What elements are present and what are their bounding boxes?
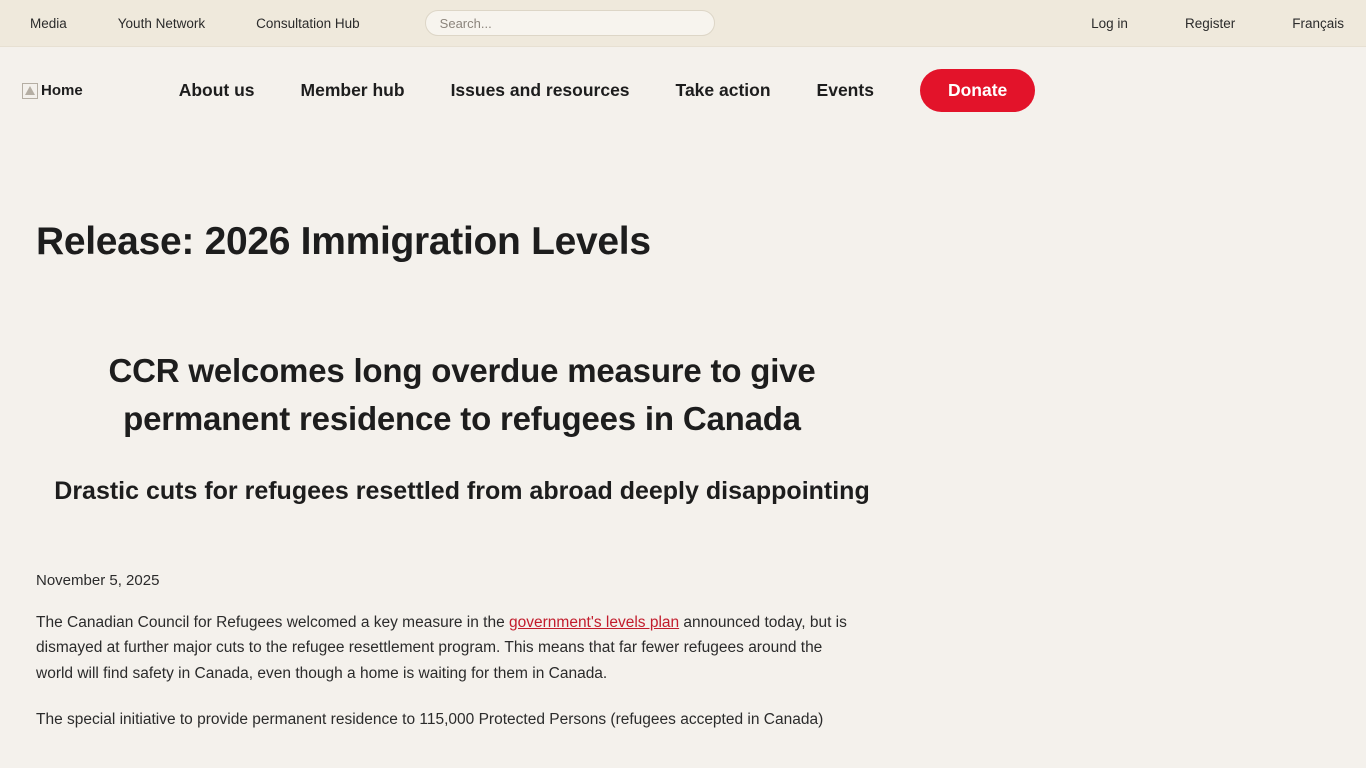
nav-item-issues-and-resources[interactable]: Issues and resources — [450, 80, 630, 100]
article-paragraph-2: The special initiative to provide permanent residence to 115,000 Protected Persons (refugees accepted in Canada) — [36, 710, 824, 728]
levels-plan-link[interactable]: government's levels plan — [509, 614, 680, 632]
page-title: Release: 2026 Immigration Levels — [36, 220, 651, 263]
logo-alt-text: Home — [41, 82, 83, 99]
article-headline: CCR welcomes long overdue measure to give permanent residence to refugees in Canada — [108, 352, 816, 437]
login-link[interactable]: Log in — [1091, 15, 1128, 31]
register-link[interactable]: Register — [1184, 15, 1236, 31]
nav-item-member-hub[interactable]: Member hub — [300, 80, 405, 100]
article-subheadline: Drastic cuts for refugees resettled from abroad deeply disappointing — [54, 476, 870, 505]
search-input[interactable] — [425, 10, 715, 36]
site-logo-home-link[interactable] — [22, 82, 83, 99]
paragraph-1-text-before: The Canadian Council for Refugees welcomed a key measure in the — [36, 614, 510, 632]
utility-link-youth-network[interactable]: Youth Network — [117, 15, 206, 31]
article-paragraph-1 — [36, 610, 848, 686]
utility-link-media[interactable]: Media — [30, 15, 67, 31]
publication-date: November 5, 2025 — [36, 572, 160, 590]
utility-account-links — [1034, 10, 1344, 37]
donate-button[interactable]: Donate — [920, 69, 1035, 112]
page-content — [0, 220, 1366, 732]
broken-image-icon — [22, 83, 38, 99]
utility-bar — [0, 0, 1366, 47]
main-header — [0, 47, 1366, 134]
primary-navigation — [179, 69, 1036, 112]
language-toggle-francais[interactable]: Français — [1292, 15, 1344, 31]
article — [36, 220, 888, 732]
utility-link-consultation-hub[interactable]: Consultation Hub — [256, 15, 360, 31]
utility-links — [22, 10, 411, 37]
nav-item-about-us[interactable]: About us — [178, 80, 255, 100]
search-container — [425, 10, 715, 36]
nav-item-events[interactable]: Events — [816, 80, 874, 100]
nav-item-take-action[interactable]: Take action — [675, 80, 771, 100]
paragraph-1-text-after: announced today, but is dismayed at further major cuts to the refugee resettlement program. This means that far fewer refugees around the world will find safety in Canada, even though a home is waiting for them in Canada. — [36, 614, 847, 682]
